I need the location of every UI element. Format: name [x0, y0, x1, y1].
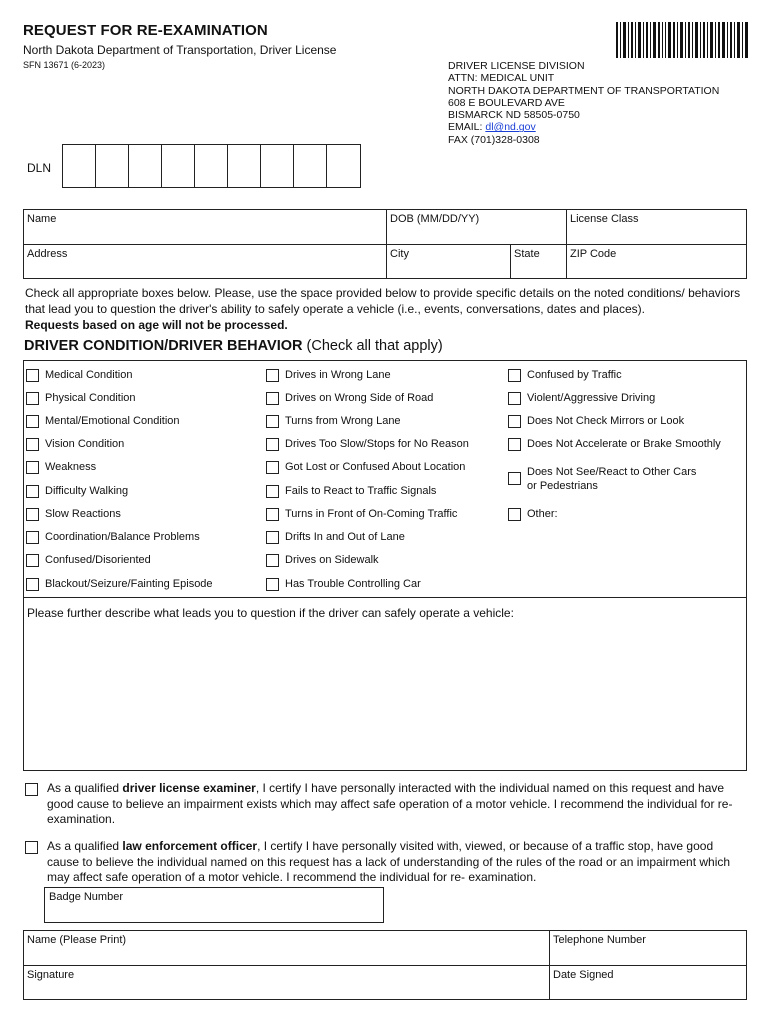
checkbox-item[interactable] — [508, 368, 622, 382]
checkbox-item[interactable] — [266, 460, 465, 474]
checkbox-label: Drifts In and Out of Lane — [285, 531, 405, 543]
cert-text-pre: As a qualified — [47, 781, 123, 795]
checkbox-item[interactable] — [508, 414, 684, 428]
address-line: NORTH DAKOTA DEPARTMENT OF TRANSPORTATION — [448, 84, 720, 97]
address-line: DRIVER LICENSE DIVISION — [448, 60, 585, 72]
checkbox-label: Does Not Check Mirrors or Look — [527, 415, 685, 427]
checkbox-label: Vision Condition — [45, 438, 125, 450]
dln-label: DLN — [27, 161, 52, 175]
checkbox-label: Mental/Emotional Condition — [45, 415, 180, 427]
section-title-bold: DRIVER CONDITION/DRIVER BEHAVIOR — [24, 338, 303, 354]
license-class-label: License Class — [570, 213, 639, 225]
checkbox[interactable] — [508, 438, 521, 451]
instructions-age-note: Requests based on age will not be processed. — [25, 318, 288, 332]
print-name-field[interactable] — [24, 931, 550, 966]
checkbox-item[interactable] — [266, 530, 405, 544]
checkbox[interactable] — [508, 508, 521, 521]
dln-digit-box[interactable] — [195, 145, 228, 187]
checkbox-label: Turns in Front of On-Coming Traffic — [285, 508, 458, 520]
checkbox[interactable] — [266, 461, 279, 474]
section-title-note: (Check all that apply) — [302, 338, 443, 354]
dln-digit-box[interactable] — [129, 145, 162, 187]
checkbox-label: Confused/Disoriented — [45, 554, 151, 566]
checkbox[interactable] — [26, 369, 39, 382]
address-line: 608 E BOULEVARD AVE — [448, 96, 565, 109]
checkbox[interactable] — [508, 369, 521, 382]
checkbox-label: Other: — [527, 508, 558, 520]
section-title — [24, 338, 443, 354]
dob-field[interactable] — [387, 210, 567, 245]
dob-label: DOB (MM/DD/YY) — [390, 213, 480, 225]
checkbox-label: Medical Condition — [45, 369, 133, 381]
address-line: BISMARCK ND 58505-0750 — [448, 109, 580, 122]
checkbox-item[interactable] — [266, 507, 457, 521]
checkbox-item[interactable] — [26, 484, 128, 498]
checkbox[interactable] — [26, 554, 39, 567]
name-label: Name — [27, 213, 57, 225]
certification-text — [47, 839, 735, 886]
telephone-label: Telephone Number — [553, 934, 646, 946]
checkbox-item[interactable] — [266, 553, 379, 567]
cert-text-bold: law enforcement officer — [122, 839, 258, 853]
email-link[interactable]: dl@nd.gov — [485, 121, 536, 134]
checkbox[interactable] — [508, 472, 521, 485]
checkbox[interactable] — [26, 485, 39, 498]
badge-number-label: Badge Number — [49, 891, 123, 903]
describe-textarea[interactable] — [23, 598, 747, 771]
checkbox-item[interactable] — [26, 437, 124, 451]
name-field[interactable] — [24, 210, 387, 245]
signature-label: Signature — [27, 969, 75, 981]
checkbox[interactable] — [266, 438, 279, 451]
checkbox[interactable] — [26, 461, 39, 474]
checkbox-item[interactable] — [26, 368, 132, 382]
zip-label: ZIP Code — [570, 248, 617, 260]
checkbox[interactable] — [508, 392, 521, 405]
checkbox[interactable] — [26, 438, 39, 451]
checkbox[interactable] — [266, 578, 279, 591]
dln-digit-box[interactable] — [96, 145, 129, 187]
checkbox-label: Blackout/Seizure/Fainting Episode — [45, 578, 213, 590]
dln-digit-box[interactable] — [63, 145, 96, 187]
email-line — [448, 121, 719, 133]
cert-text-post: , I certify I have personally visited with, viewed, or because of a traffic stop, have good cause to believe the individual named on this request has a lack of understanding of the rules of the road or an impairment which may affect safe operation of a motor vehicle. I recommend the individual for re- examination. — [47, 839, 731, 884]
checkbox-label: Confused by Traffic — [527, 369, 622, 381]
checkbox[interactable] — [25, 783, 38, 796]
checkbox-label: Drives in Wrong Lane — [285, 369, 391, 381]
checkbox[interactable] — [26, 392, 39, 405]
checkbox-item[interactable] — [266, 484, 436, 498]
date-signed-label: Date Signed — [553, 969, 614, 981]
barcode-image — [616, 22, 748, 58]
dln-digit-box[interactable] — [162, 145, 195, 187]
checkbox-label: Has Trouble Controlling Car — [285, 578, 421, 590]
officer-certification[interactable] — [25, 839, 735, 886]
badge-number-field[interactable] — [44, 887, 384, 923]
checkbox[interactable] — [26, 415, 39, 428]
checkbox-item[interactable] — [26, 577, 213, 591]
checkbox[interactable] — [508, 415, 521, 428]
checkbox-label: Fails to React to Traffic Signals — [285, 485, 437, 497]
checkbox[interactable] — [266, 485, 279, 498]
checkbox[interactable] — [266, 531, 279, 544]
checkbox-label: Drives Too Slow/Stops for No Reason — [285, 438, 469, 450]
certification-text — [47, 781, 735, 828]
checkbox-label: Does Not Accelerate or Brake Smoothly — [527, 438, 721, 450]
checkbox-label: Drives on Sidewalk — [285, 554, 379, 566]
dln-digit-box[interactable] — [327, 145, 360, 187]
address-field[interactable] — [24, 245, 387, 278]
checkbox-item[interactable] — [266, 414, 401, 428]
checkbox-item[interactable] — [508, 465, 696, 493]
checkbox[interactable] — [26, 508, 39, 521]
dln-digit-box[interactable] — [261, 145, 294, 187]
dln-digit-box[interactable] — [294, 145, 327, 187]
checkbox-item[interactable] — [266, 577, 421, 591]
checkbox-item[interactable] — [26, 507, 121, 521]
describe-label: Please further describe what leads you to question if the driver can safely operate a vehicle: — [27, 606, 514, 620]
checkbox[interactable] — [266, 415, 279, 428]
form-title: REQUEST FOR RE-EXAMINATION — [23, 22, 268, 39]
checkbox[interactable] — [25, 841, 38, 854]
checkbox-label: Coordination/Balance Problems — [45, 531, 200, 543]
address-label: Address — [27, 248, 68, 260]
checkbox-item[interactable] — [26, 391, 136, 405]
instructions-text: Check all appropriate boxes below. Please, use the space provided below to provide specific details on the noted conditions/ behaviors that lead you to question the driver's ability to safely operate a vehicle (i.e., events, conversations, dates and places). — [25, 286, 741, 316]
checkbox-label: Weakness — [45, 461, 97, 473]
dln-digit-box[interactable] — [228, 145, 261, 187]
date-signed-field[interactable] — [550, 966, 746, 999]
form-subtitle: North Dakota Department of Transportation, Driver License — [23, 43, 337, 57]
signature-field[interactable] — [24, 966, 550, 999]
checkbox-item[interactable] — [26, 553, 151, 567]
checkbox[interactable] — [266, 554, 279, 567]
print-name-label: Name (Please Print) — [27, 934, 127, 946]
state-field[interactable] — [511, 245, 567, 278]
checkbox-item[interactable] — [508, 391, 655, 405]
checkbox[interactable] — [26, 531, 39, 544]
checkbox-label: Got Lost or Confused About Location — [285, 461, 466, 473]
dln-input[interactable] — [62, 144, 361, 188]
checkbox-label-line: or Pedestrians — [527, 480, 598, 492]
checkbox-label: Turns from Wrong Lane — [285, 415, 401, 427]
signature-grid — [23, 930, 747, 1000]
checkbox-item[interactable] — [266, 391, 433, 405]
instructions — [25, 285, 747, 333]
license-class-field[interactable] — [567, 210, 746, 245]
city-label: City — [390, 248, 409, 260]
city-field[interactable] — [387, 245, 511, 278]
driver-identity-grid — [23, 209, 747, 279]
address-line: ATTN: MEDICAL UNIT — [448, 72, 555, 85]
checkbox[interactable] — [266, 369, 279, 382]
checkbox-label — [527, 465, 696, 493]
checkbox-item[interactable] — [266, 368, 391, 382]
checkbox[interactable] — [266, 508, 279, 521]
telephone-field[interactable] — [550, 931, 746, 966]
email-label: EMAIL: — [448, 121, 486, 134]
checkbox-item[interactable] — [26, 530, 200, 544]
form-number: SFN 13671 (6-2023) — [23, 60, 106, 70]
checkbox-label-line: Does Not See/React to Other Cars — [527, 466, 697, 478]
examiner-certification[interactable] — [25, 781, 735, 828]
checkbox-label: Slow Reactions — [45, 508, 121, 520]
checkbox[interactable] — [26, 578, 39, 591]
checkbox-label: Physical Condition — [45, 392, 136, 404]
mailing-address — [448, 60, 719, 146]
checkbox-label: Drives on Wrong Side of Road — [285, 392, 434, 404]
cert-text-bold: driver license examiner — [122, 781, 256, 795]
fax-line: FAX (701)328-0308 — [448, 133, 540, 146]
checkbox-label: Violent/Aggressive Driving — [527, 392, 656, 404]
cert-text-pre: As a qualified — [47, 839, 123, 853]
checkbox-item[interactable] — [266, 437, 469, 451]
checkbox-item[interactable] — [508, 437, 721, 451]
checkbox[interactable] — [266, 392, 279, 405]
checkbox-label: Difficulty Walking — [45, 485, 129, 497]
cert-text-post: , I certify I have personally interacted with the individual named on this request and have good cause to believe an impairment exists which may affect safe operation of a motor vehicle. I recommend the individual for re-examination. — [47, 781, 733, 826]
checkbox-item[interactable] — [508, 507, 558, 521]
checkbox-item[interactable] — [26, 460, 96, 474]
checkbox-item[interactable] — [26, 414, 180, 428]
zip-field[interactable] — [567, 245, 746, 278]
state-label: State — [514, 248, 540, 260]
